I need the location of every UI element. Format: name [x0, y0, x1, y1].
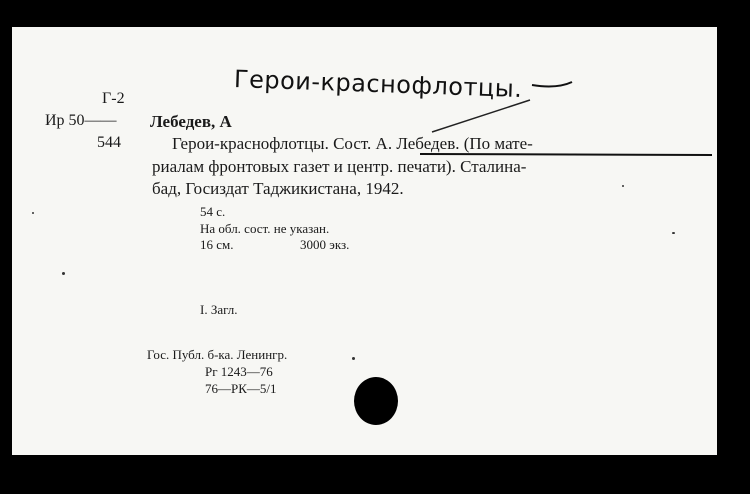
- author-heading: Лебедев, А: [150, 112, 232, 131]
- handwritten-title: Герои-краснофлотцы.: [233, 65, 523, 104]
- description-line-3: бад, Госиздат Таджикистана, 1942.: [152, 179, 404, 198]
- collation-size: 16 см.: [200, 237, 234, 252]
- speck: [622, 185, 624, 187]
- library-name: Гос. Публ. б-ка. Ленингр.: [147, 347, 288, 362]
- description-line-2: риалам фронтовых газет и центр. печати). Сталина-: [152, 157, 527, 176]
- collation-note: На обл. сост. не указан.: [200, 221, 330, 236]
- catalog-card: [12, 27, 717, 455]
- speck: [672, 232, 675, 234]
- collation-copies: 3000 экз.: [300, 237, 350, 252]
- library-code-2: 76—РК—5/1: [205, 381, 277, 396]
- call-number-code: Г-2: [102, 90, 125, 107]
- collation-pages: 54 с.: [200, 204, 226, 219]
- library-code-1: Рг 1243—76: [205, 364, 273, 379]
- call-number-number: 544: [97, 134, 121, 151]
- description-line-1: Герои-краснофлотцы. Сост. А. Лебедев. (По мате-: [172, 134, 533, 153]
- card-punch-hole: [354, 377, 398, 425]
- speck: [62, 272, 65, 275]
- tracing: I. Загл.: [200, 302, 238, 317]
- call-number-prefix: Ир 50——: [45, 112, 117, 129]
- speck: [32, 212, 34, 214]
- speck: [352, 357, 355, 360]
